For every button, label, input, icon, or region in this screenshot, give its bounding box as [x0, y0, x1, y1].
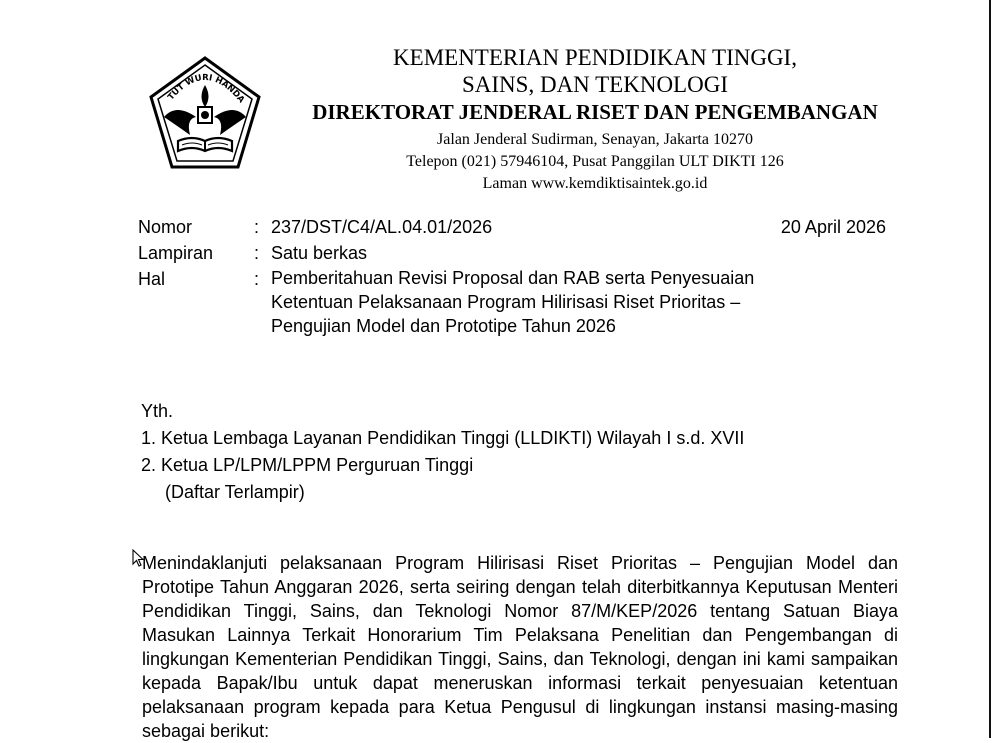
lampiran-colon: :: [254, 243, 260, 263]
lampiran-value: Satu berkas: [271, 243, 368, 263]
tut-wuri-handayani-logo: [146, 55, 264, 173]
letter-meta: [138, 214, 898, 336]
address-line: Jalan Jenderal Sudirman, Senayan, Jakarta 10270: [437, 131, 753, 148]
hal-label: Hal: [138, 269, 166, 289]
hal-value-line3: Pengujian Model dan Prototipe Tahun 2026: [271, 316, 616, 336]
addressee-item-2: 2. Ketua LP/LPM/LPPM Perguruan Tinggi: [141, 455, 474, 475]
ministry-name-line2: SAINS, DAN TEKNOLOGI: [462, 72, 728, 97]
nomor-value: 237/DST/C4/AL.04.01/2026: [271, 217, 493, 237]
addressee-note: (Daftar Terlampir): [165, 482, 305, 502]
hal-value-line2: Ketentuan Pelaksanaan Program Hilirisasi Riset Prioritas –: [271, 292, 741, 312]
website-line: Laman www.kemdiktisaintek.go.id: [482, 175, 708, 192]
letterhead: [270, 44, 920, 195]
page-edge: [989, 0, 991, 738]
body-paragraph: Menindaklanjuti pelaksanaan Program Hilirisasi Riset Prioritas – Pengujian Model dan Prototipe Tahun Anggaran 2026, serta seiring dengan telah diterbitkannya Keputusan Menteri Pendidikan Tinggi, Sains, dan Teknologi Nomor 87/M/KEP/2026 tentang Satuan Biaya Masukan Lainnya Terkait Honorarium Tim Pelaksana Penelitian dan Pengembangan di lingkungan Kementerian Pendidikan Tinggi, Sains, dan Teknologi, dengan ini kami sampaikan kepada Bapak/Ibu untuk dapat meneruskan informasi terkait penyesuaian ketentuan pelaksanaan program kepada para Ketua Pengusul di lingkungan instansi masing-masing sebagai berikut:: [142, 553, 898, 741]
addressee-block: [141, 398, 744, 506]
hal-value-line1: Pemberitahuan Revisi Proposal dan RAB serta Penyesuaian: [271, 268, 755, 288]
nomor-colon: :: [254, 217, 260, 237]
lampiran-row: [138, 240, 898, 266]
ministry-name-line1: KEMENTERIAN PENDIDIKAN TINGGI,: [393, 45, 797, 70]
lampiran-label: Lampiran: [138, 243, 214, 263]
phone-line: Telepon (021) 57946104, Pusat Panggilan ULT DIKTI 126: [406, 153, 784, 170]
hal-value: [271, 266, 831, 338]
nomor-label: Nomor: [138, 217, 193, 237]
svg-text:TUT WURI HANDAYANI: TUT WURI HANDA: [166, 72, 246, 105]
hal-colon: :: [254, 269, 260, 289]
directorate-name: DIREKTORAT JENDERAL RISET DAN PENGEMBANGAN: [312, 100, 878, 124]
addressee-item-1: 1. Ketua Lembaga Layanan Pendidikan Tinggi (LLDIKTI) Wilayah I s.d. XVII: [141, 428, 745, 448]
letter-date: 20 April 2026: [780, 217, 886, 237]
nomor-row: [138, 214, 898, 240]
salutation: Yth.: [141, 401, 174, 421]
